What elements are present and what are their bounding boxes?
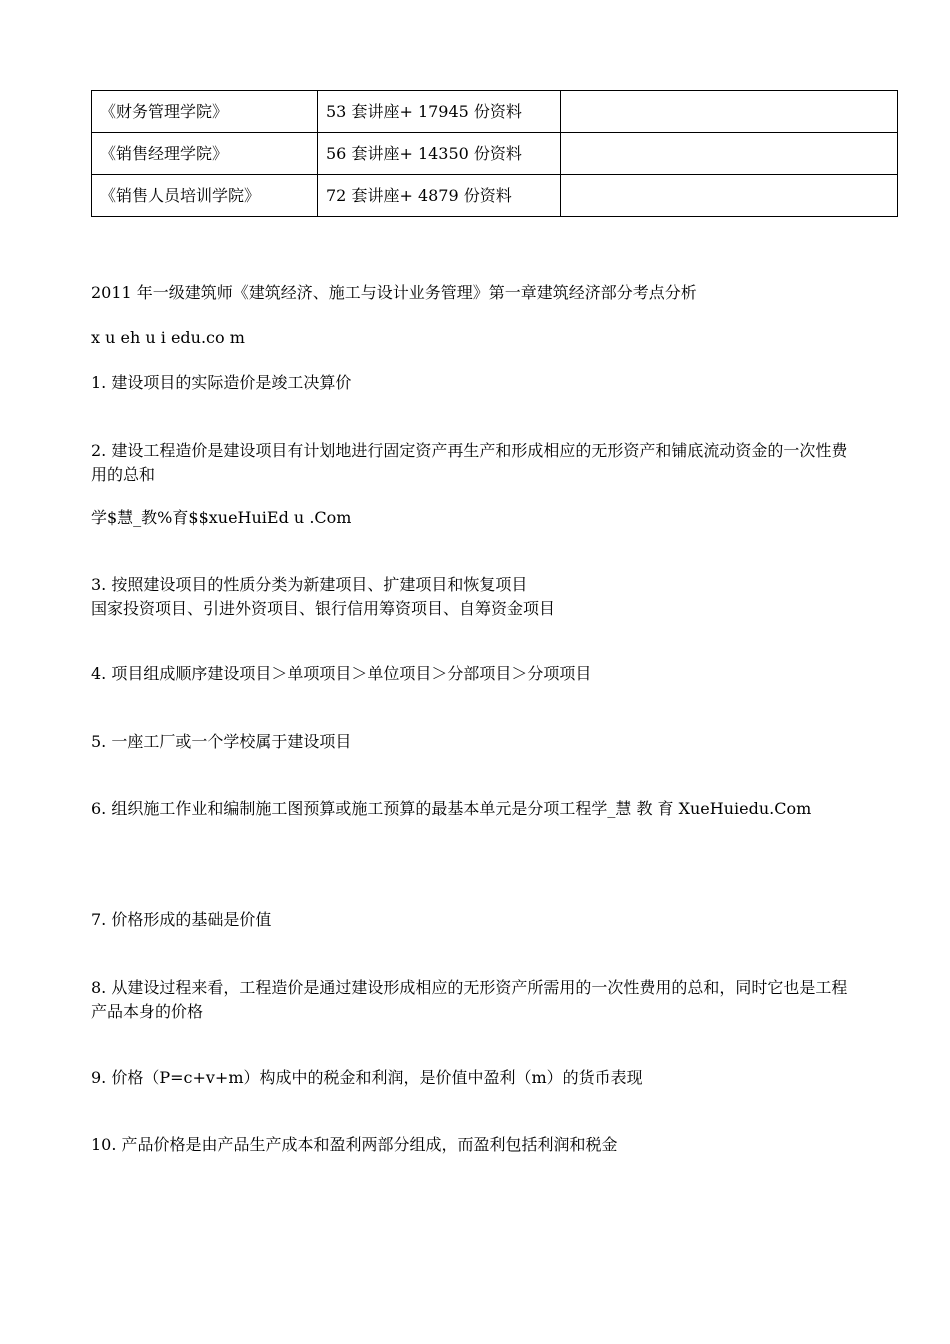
point-1: 1. 建设项目的实际造价是竣工决算价 [91,373,352,392]
course-name: 《销售经理学院》 [100,144,229,163]
document-heading: 2011 年一级建筑师《建筑经济、施工与设计业务管理》第一章建筑经济部分考点分析 [91,283,697,302]
course-note-cell [561,133,898,175]
course-content-cell [318,175,561,217]
course-note-cell [561,175,898,217]
course-table [91,90,898,217]
table-row [92,175,898,217]
point-4: 4. 项目组成顺序建设项目＞单项项目＞单位项目＞分部项目＞分项项目 [91,664,592,683]
course-name: 《销售人员培训学院》 [100,186,261,205]
watermark-text: 学$慧_教%育$$xueHuiEd u .Com [91,508,352,527]
course-content: 56 套讲座+ 14350 份资料 [326,144,522,163]
table-row [92,133,898,175]
point-2: 2. 建设工程造价是建设项目有计划地进行固定资产再生产和形成相应的无形资产和铺底流动资金的一次性费用的总和 [91,441,848,484]
point-10: 10. 产品价格是由产品生产成本和盈利两部分组成，而盈利包括利润和税金 [91,1135,618,1154]
point-6: 6. 组织施工作业和编制施工图预算或施工预算的最基本单元是分项工程学_慧 教 育 XueHuiedu.Com [91,799,812,818]
course-note-cell [561,91,898,133]
course-content-cell [318,91,561,133]
course-name-cell [92,91,318,133]
point-9: 9. 价格（P=c+v+m）构成中的税金和利润，是价值中盈利（m）的货币表现 [91,1068,643,1087]
course-name-cell [92,133,318,175]
point-5: 5. 一座工厂或一个学校属于建设项目 [91,732,352,751]
point-3-line-2: 国家投资项目、引进外资项目、银行信用筹资项目、自筹资金项目 [91,599,556,618]
course-content-cell [318,133,561,175]
point-8: 8. 从建设过程来看，工程造价是通过建设形成相应的无形资产所需用的一次性费用的总和，同时它也是工程产品本身的价格 [91,978,848,1021]
course-content: 72 套讲座+ 4879 份资料 [326,186,512,205]
course-name: 《财务管理学院》 [100,102,229,121]
point-7: 7. 价格形成的基础是价值 [91,910,272,929]
course-name-cell [92,175,318,217]
table-row [92,91,898,133]
point-3-line-1: 3. 按照建设项目的性质分类为新建项目、扩建项目和恢复项目 [91,575,528,594]
course-content: 53 套讲座+ 17945 份资料 [326,102,522,121]
watermark-text: x u eh u i edu.co m [91,328,245,347]
